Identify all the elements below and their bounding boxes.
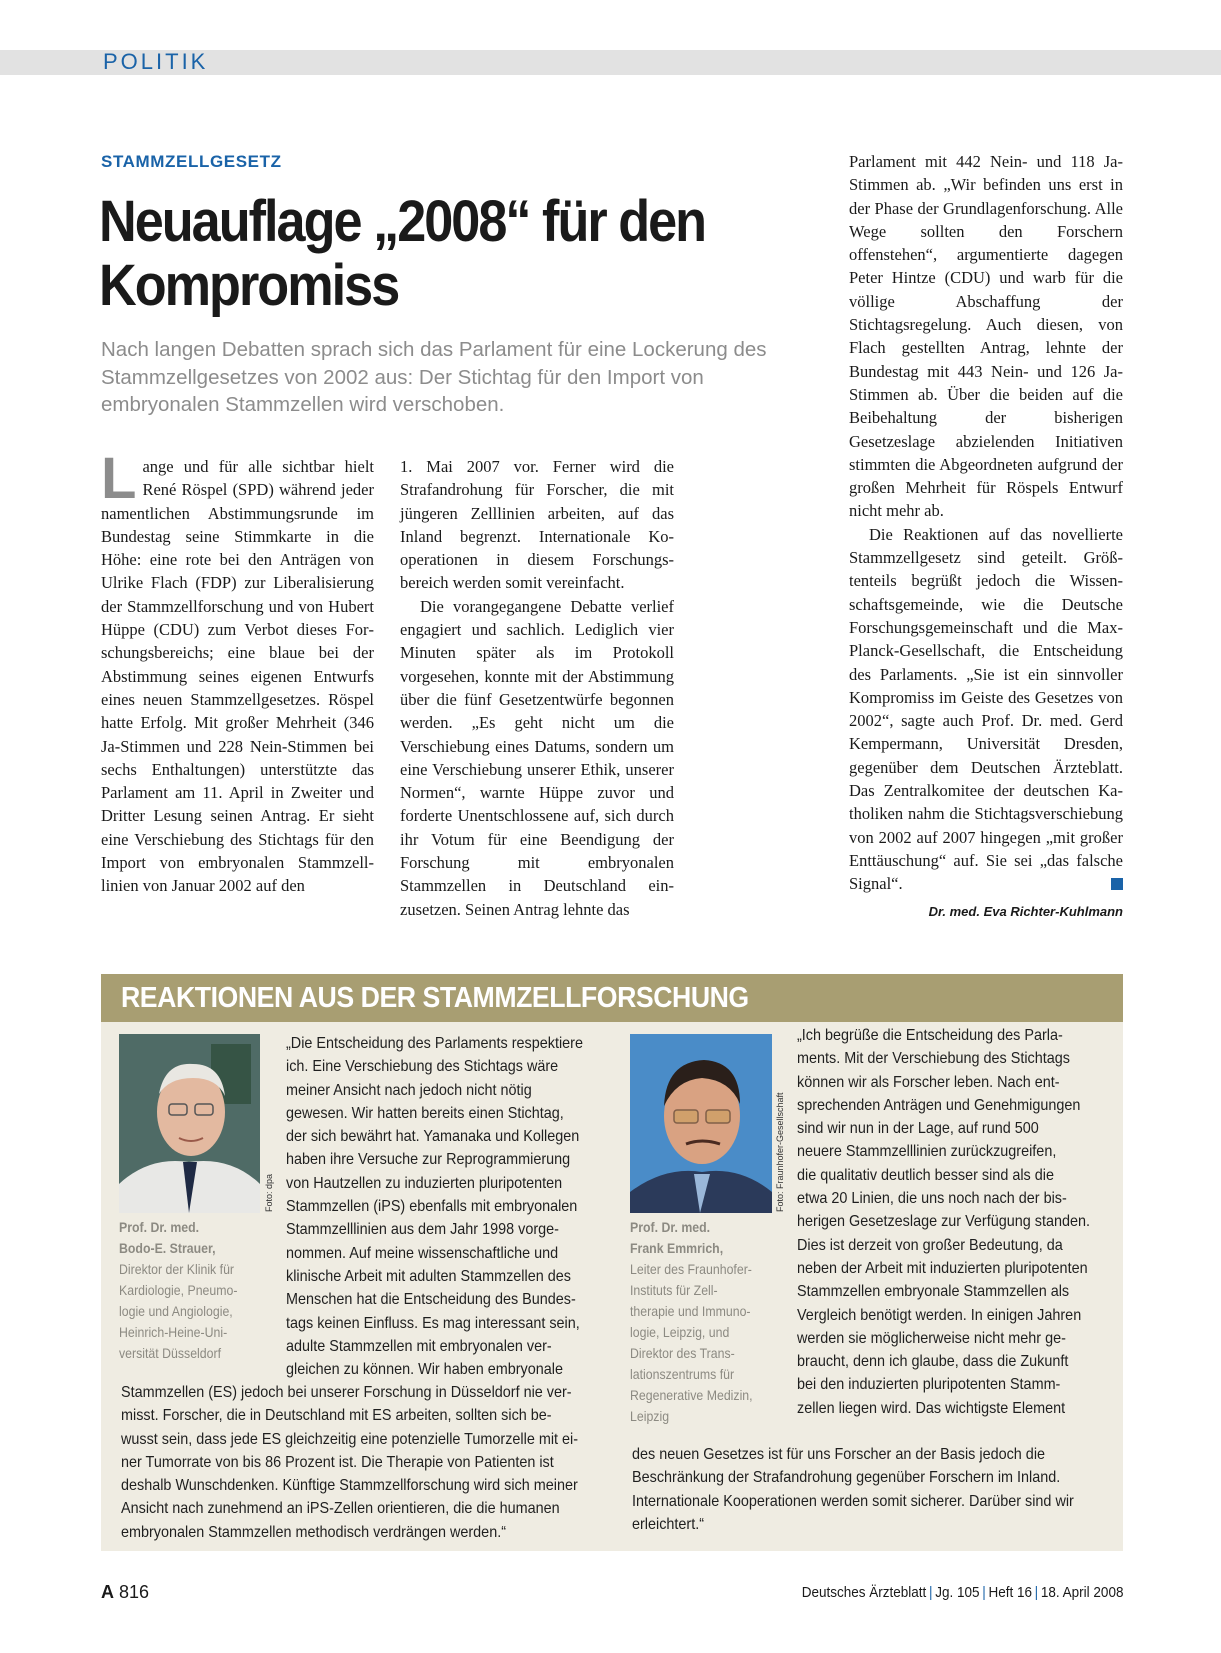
quote-line: „Die Entscheidung des Parlaments respektiere — [286, 1035, 583, 1052]
quote-line: klinische Arbeit mit adulten Stammzellen des — [286, 1267, 571, 1285]
quote-line: erleichtert.“ — [632, 1515, 705, 1533]
quote-line: sprechenden Anträgen und Genehmigungen — [797, 1096, 1081, 1114]
quote-line: der sich bewährt hat. Yamanaka und Kollegen — [286, 1128, 580, 1146]
caption-emmrich-role-7: Regenerative Medizin, — [630, 1387, 753, 1403]
column-2-paragraph-1: 1. Mai 2007 vor. Ferner wird die Strafandrohung für Forscher, die mit jüngeren Zelllinien arbeiten, auf das Inland begrenzt. Internationale Kooperationen in diesem Forschungsbereich werden somit vereinfacht. — [400, 457, 674, 593]
quote-line: Stammzelllinien aus dem Jahr 1998 vorge- — [286, 1221, 559, 1239]
caption-strauer — [119, 1217, 269, 1364]
page-number — [101, 1582, 149, 1603]
quote-line: Menschen hat die Entscheidung des Bundes- — [286, 1291, 576, 1309]
caption-emmrich-name-1: Prof. Dr. med. — [630, 1219, 711, 1235]
article-headline: Neuauflage „2008“ für den Kompromiss — [99, 189, 706, 318]
column-3-paragraph-2: Die Reaktionen auf das novellierte Stammzellgesetz sind geteilt. Größtenteils begrüßt jedoch die Wissenschaftsgemeinde, wie die Deutsche Forschungsgemeinschaft und die Max-Planck-Gesellschaft, die Entscheidung des Parlaments. „Sie ist ein sinnvoller Kompromiss im Geiste des Gesetzes von 2002“, sagte auch Prof. Dr. med. Gerd Kempermann, Universität Dresden, gegenüber dem Deutschen Ärzteblatt. Das Zentralkomitee der deutschen Katholiken nahm die Stichtagsverschiebung von 2002 auf 2007 hingegen „mit großer Enttäuschung“ auf. Sie sei „das falsche Signal“. — [849, 524, 1123, 894]
quote-line: tags keinen Einfluss. Es mag interessant sein, — [286, 1314, 580, 1332]
quote-line: neuere Stammzelllinien zurückzugreifen, — [797, 1143, 1057, 1161]
quote-line: des neuen Gesetzes ist für uns Forscher an der Basis jedoch die — [632, 1446, 1046, 1463]
article-column-2 — [400, 455, 674, 921]
quote-emmrich — [797, 1024, 1090, 1420]
quote-line: wusst sein, dass jede ES gleichzeitig eine potenzielle Tumorzelle mit ei- — [121, 1430, 579, 1448]
article-author: Dr. med. Eva Richter-Kuhlmann — [928, 903, 1123, 919]
quote-line: embryonalen Stammzellen methodisch verdrängen werden.“ — [121, 1523, 507, 1541]
column-1-text: ange und für alle sichtbar hielt René Röspel (SPD) während jeder namentlichen Abstimmungsrunde im Bundestag seine Stimmkarte in die Höhe: eine rote bei den Anträgen von Ulrike Flach (FDP) zur Liberalisierung der Stammzellforschung und von Hubert Hüppe (CDU) zum Verbot dieses Forschungsbereichs; eine blaue bei der Abstimmung seines eigenen Entwurfs eines neuen Stammzellgesetzes. Röspel hatte Erfolg. Mit großer Mehrheit (346 Ja-Stimmen und 228 Nein-Stimmen bei sechs Enthaltungen) unterstützte das Parlament am 11. April in Zweiter und Dritter Lesung seinen Antrag. Er sieht eine Verschiebung des Stichtags für den Import von embryonalen Stammzelllinien von Januar 2002 auf den — [101, 457, 374, 896]
quote-line: etwa 20 Linien, die uns noch nach der bis- — [797, 1190, 1067, 1208]
drop-cap: L — [101, 446, 137, 511]
quote-line: „Ich begrüße die Entscheidung des Parla- — [797, 1027, 1063, 1044]
footer-source — [801, 1584, 1123, 1601]
quote-line: Stammzellen (ES) jedoch bei unserer Forschung in Düsseldorf nie ver- — [121, 1384, 572, 1401]
caption-strauer-role-2: Kardiologie, Pneumo- — [119, 1282, 238, 1298]
article-column-3 — [849, 150, 1123, 923]
photo-credit-1: Foto: dpa — [264, 1173, 274, 1212]
portrait-emmrich-image — [630, 1034, 772, 1213]
footer-volume: Jg. 105 — [934, 1584, 980, 1601]
article-end-mark-icon — [1111, 878, 1123, 890]
quote-line: herigen Gesetzeslage zur Verfügung standen. — [797, 1213, 1091, 1231]
article-lead: Nach langen Debatten sprach sich das Parlament für eine Lockerung des Stammzellgesetzes von 2002 aus: Der Stichtag für den Import von embryonalen Stammzellen wird verschoben. — [101, 338, 767, 416]
reactions-box-title: REAKTIONEN AUS DER STAMMZELLFORSCHUNG — [121, 982, 749, 1014]
quote-line: Beschränkung der Strafandrohung gegenüber Forschern im Inland. — [632, 1469, 1061, 1487]
caption-strauer-role-1: Direktor der Klinik für — [119, 1261, 235, 1277]
caption-emmrich-role-2: Instituts für Zell- — [630, 1282, 718, 1298]
article-kicker: STAMMZELLGESETZ — [101, 152, 282, 171]
page-prefix: A — [101, 1582, 114, 1602]
caption-emmrich-name-2: Frank Emmrich, — [630, 1240, 724, 1256]
quote-line: haben ihre Versuche zur Reprogrammierung — [286, 1151, 571, 1169]
quote-strauer-continued — [121, 1381, 578, 1544]
caption-strauer-name-1: Prof. Dr. med. — [119, 1219, 200, 1235]
quote-line: werden sie möglicherweise nicht mehr ge- — [797, 1329, 1066, 1347]
article-column-1 — [101, 446, 374, 898]
caption-strauer-role-3: logie und Angiologie, — [119, 1303, 233, 1319]
quote-line: meiner Ansicht nach jedoch nicht nötig — [286, 1081, 532, 1099]
quote-line: Stammzellen (iPS) ebenfalls mit embryonalen — [286, 1198, 578, 1216]
caption-emmrich-role-3: therapie und Immuno- — [630, 1303, 751, 1319]
quote-line: Ansicht nach zunehmend an iPS-Zellen orientieren, die die humanen — [121, 1500, 560, 1518]
portrait-photo-emmrich — [630, 1034, 772, 1213]
quote-strauer — [286, 1032, 583, 1381]
quote-line: braucht, denn ich glaube, dass die Zukunft — [797, 1353, 1069, 1371]
quote-line: zellen liegen wird. Das wichtigste Element — [797, 1399, 1066, 1417]
column-2-paragraph-2: Die vorangegangene Debatte verlief engagiert und sachlich. Lediglich vier Minuten später als im Protokoll vorgesehen, konnte mit der Abstimmung über die fünf Gesetzentwürfe begonnen werden. „Es geht nicht um die Verschiebung eines Datums, sondern um eine Verschiebung unserer Ethik, unserer Normen“, warnte Hüppe zuvor und forderte Unentschlossene auf, sich durch ihr Votum für eine Beendigung der Forschung mit embryonalen Stammzellen in Deutschland einzusetzen. Seinen Antrag lehnte das — [400, 596, 674, 919]
column-3-paragraph-1: Parlament mit 442 Nein- und 118 Ja-Stimmen ab. „Wir befinden uns erst in der Phase der Grundlagenforschung. Alle Wege sollten den Forschern offenstehen“, argumentierte dagegen Peter Hintze (CDU) und warb für die völlige Abschaffung der Stichtagsregelung. Auch diesen, von Flach gestellten Antrag, lehnte der Bundestag mit 443 Nein- und 126 Ja-Stimmen ab. Über die beiden auf die Beibehaltung der bisherigen Gesetzeslage abzielenden Initiativen stimmten die Abgeordneten aufgrund der großen Mehrheit für Röspels Entwurf nicht mehr ab. — [849, 152, 1123, 521]
caption-emmrich — [630, 1217, 775, 1427]
footer-separator: | — [1034, 1584, 1038, 1601]
caption-emmrich-role-1: Leiter des Fraunhofer- — [630, 1261, 752, 1277]
quote-line: ner Tumorrate von bis 86 Prozent ist. Die Therapie von Patienten ist — [121, 1453, 554, 1471]
quote-line: ich. Eine Verschiebung des Stichtags wäre — [286, 1058, 559, 1076]
quote-line: Dies ist derzeit von großer Bedeutung, da — [797, 1236, 1063, 1254]
caption-emmrich-role-5: Direktor des Trans- — [630, 1345, 735, 1361]
quote-line: Vergleich benötigt werden. In einigen Jahren — [797, 1306, 1082, 1324]
quote-line: bei den induzierten pluripotenten Stamm- — [797, 1376, 1061, 1394]
caption-emmrich-role-4: logie, Leipzig, und — [630, 1324, 730, 1340]
portrait-photo-strauer — [119, 1034, 260, 1213]
quote-line: können wir als Forscher leben. Nach ent- — [797, 1073, 1060, 1091]
footer-separator: | — [981, 1584, 986, 1601]
footer-separator: | — [928, 1584, 933, 1601]
quote-line: adulte Stammzellen mit embryonalen ver- — [286, 1337, 552, 1355]
quote-line: gleichen zu können. Wir haben embryonale — [286, 1361, 563, 1379]
quote-line: deshalb Wunschdenken. Künftige Stammzellforschung wird sich meiner — [121, 1477, 578, 1495]
quote-line: misst. Forscher, die in Deutschland mit ES arbeiten, sollten sich be- — [121, 1407, 552, 1425]
quote-line: von Hautzellen zu induzierten pluripotenten — [286, 1174, 563, 1192]
quote-line: ments. Mit der Verschiebung des Stichtags — [797, 1050, 1070, 1068]
quote-line: nommen. Auf meine wissenschaftliche und — [286, 1244, 559, 1262]
caption-strauer-name-2: Bodo-E. Strauer, — [119, 1240, 216, 1256]
portrait-strauer-image — [119, 1034, 260, 1213]
footer-date: 18. April 2008 — [1040, 1584, 1123, 1601]
quote-line: sind wir nun in der Lage, auf rund 500 — [797, 1120, 1039, 1138]
page-number-value: 816 — [119, 1582, 150, 1602]
photo-credit-2: Foto: Fraunhofer-Gesellschaft — [775, 1092, 785, 1212]
section-label: POLITIK — [103, 49, 209, 74]
quote-emmrich-continued — [632, 1443, 1074, 1536]
footer-issue: Heft 16 — [987, 1584, 1032, 1601]
caption-strauer-role-4: Heinrich-Heine-Uni- — [119, 1324, 228, 1340]
footer-journal: Deutsches Ärzteblatt — [801, 1584, 926, 1601]
caption-emmrich-role-6: lationszentrums für — [630, 1366, 735, 1382]
caption-emmrich-role-8: Leipzig — [630, 1408, 670, 1424]
caption-strauer-role-5: versität Düsseldorf — [119, 1345, 222, 1361]
quote-line: gewesen. Wir hatten bereits einen Stichtag, — [286, 1104, 564, 1122]
quote-line: Stammzellen embryonale Stammzellen als — [797, 1283, 1070, 1301]
quote-line: neben der Arbeit mit induzierten pluripotenten — [797, 1259, 1088, 1277]
quote-line: Internationale Kooperationen werden somit sicherer. Darüber sind wir — [632, 1492, 1074, 1510]
quote-line: die qualitativ deutlich besser sind als die — [797, 1166, 1054, 1184]
